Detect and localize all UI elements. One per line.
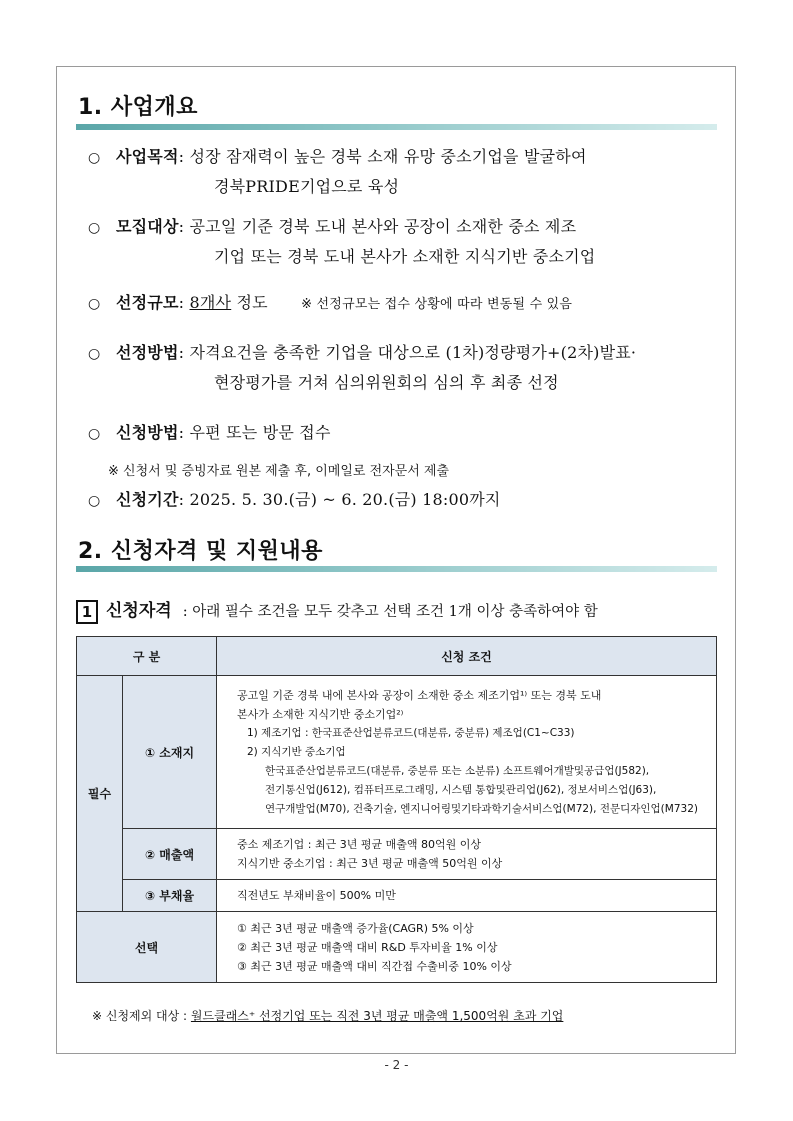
header-condition: 신청 조건 — [217, 637, 717, 676]
overview-item-scale: ○ 선정규모: 8개사 정도 ※ 선정규모는 접수 상황에 따라 변동될 수 있음 — [88, 288, 572, 320]
circle-bullet-icon: ○ — [88, 493, 101, 509]
circle-bullet-icon: ○ — [88, 220, 101, 236]
eligibility-table — [76, 636, 717, 983]
table-row — [77, 912, 717, 983]
page-number: - 2 - — [384, 1058, 409, 1072]
sales-label: ② 매출액 — [123, 829, 217, 880]
section2-divider — [76, 566, 717, 572]
eligibility-desc: : 아래 필수 조건을 모두 갖추고 선택 조건 1개 이상 충족하여야 함 — [182, 604, 598, 620]
circle-bullet-icon: ○ — [88, 296, 101, 312]
circle-bullet-icon: ○ — [88, 426, 101, 442]
optional-content: ① 최근 3년 평균 매출액 증가율(CAGR) 5% 이상 ② 최근 3년 평균 매출액 대비 R&D 투자비율 1% 이상 ③ 최근 3년 평균 매출액 대비 직간접 수출비중 10% 이상 — [217, 912, 717, 983]
overview-item-period: ○ 신청기간: 2025. 5. 30.(금) ~ 6. 20.(금) 18:00까지 — [88, 485, 501, 516]
overview-item-method: ○ 선정방법: 자격요건을 충족한 기업을 대상으로 (1차)정량평가+(2차)발표· — [88, 338, 636, 369]
exclusion-note: ※ 신청제외 대상 : 월드클래스⁺ 선정기업 또는 직전 3년 평균 매출액 1,500억원 초과 기업 — [92, 1009, 564, 1023]
overview-item-target-line2: 기업 또는 경북 도내 본사가 소재한 지식기반 중소기업 — [214, 247, 596, 266]
boxed-number: 1 — [76, 600, 98, 624]
location-content: 공고일 기준 경북 내에 본사와 공장이 소재한 중소 제조기업¹⁾ 또는 경북 도내 본사가 소재한 지식기반 중소기업²⁾ 1) 제조기업 : 한국표준산업분류코드(대분류, 중분류) 제조업(C1~C33) 2) 지식기반 중소기업 한국표준산업분류코드(대분류, 중분류 또는 소분류) 소프트웨어개발및공급업(J582), 전기통신업(J612), 컴퓨터프로그래밍, 시스템 통합및관리업(J62), 정보서비스업(J63), 연구개발업(M70), 건축기술, 엔지니어링및기타과학기술서비스업(M72), 전문디자인업(M732) — [217, 676, 717, 829]
table-row — [77, 676, 717, 829]
header-category: 구 분 — [77, 637, 217, 676]
section2-title: 2. 신청자격 및 지원내용 — [78, 539, 323, 564]
overview-item-target: ○ 모집대상: 공고일 기준 경북 도내 본사와 공장이 소재한 중소 제조 — [88, 212, 576, 243]
apply-note: ※ 신청서 및 증빙자료 원본 제출 후, 이메일로 전자문서 제출 — [108, 464, 450, 479]
section1-divider — [76, 124, 717, 130]
location-label: ① 소재지 — [123, 676, 217, 829]
selection-count: 8개사 — [189, 293, 232, 312]
debt-label: ③ 부채율 — [123, 880, 217, 912]
debt-content: 직전년도 부채비율이 500% 미만 — [217, 880, 717, 912]
circle-bullet-icon: ○ — [88, 346, 101, 362]
circle-bullet-icon: ○ — [88, 150, 101, 166]
table-row — [77, 880, 717, 912]
sales-content: 중소 제조기업 : 최근 3년 평균 매출액 80억원 이상 지식기반 중소기업 : 최근 3년 평균 매출액 50억원 이상 — [217, 829, 717, 880]
table-header-row — [77, 637, 717, 676]
eligibility-heading — [76, 596, 598, 624]
overview-item-purpose: ○ 사업목적: 성장 잠재력이 높은 경북 소재 유망 중소기업을 발굴하여 — [88, 142, 587, 173]
optional-label: 선택 — [77, 912, 217, 983]
overview-item-purpose-line2: 경북PRIDE기업으로 육성 — [214, 177, 400, 196]
required-label: 필수 — [77, 676, 123, 912]
overview-item-method-line2: 현장평가를 거쳐 심의위원회의 심의 후 최종 선정 — [214, 373, 559, 392]
eligibility-title: 신청자격 — [106, 601, 172, 621]
section1-title: 1. 사업개요 — [78, 95, 198, 120]
scale-note: ※ 선정규모는 접수 상황에 따라 변동될 수 있음 — [301, 297, 573, 312]
table-row — [77, 829, 717, 880]
exclusion-text: 월드클래스⁺ 선정기업 또는 직전 3년 평균 매출액 1,500억원 초과 기업 — [190, 1009, 564, 1023]
overview-item-apply-method: ○ 신청방법: 우편 또는 방문 접수 — [88, 418, 331, 449]
